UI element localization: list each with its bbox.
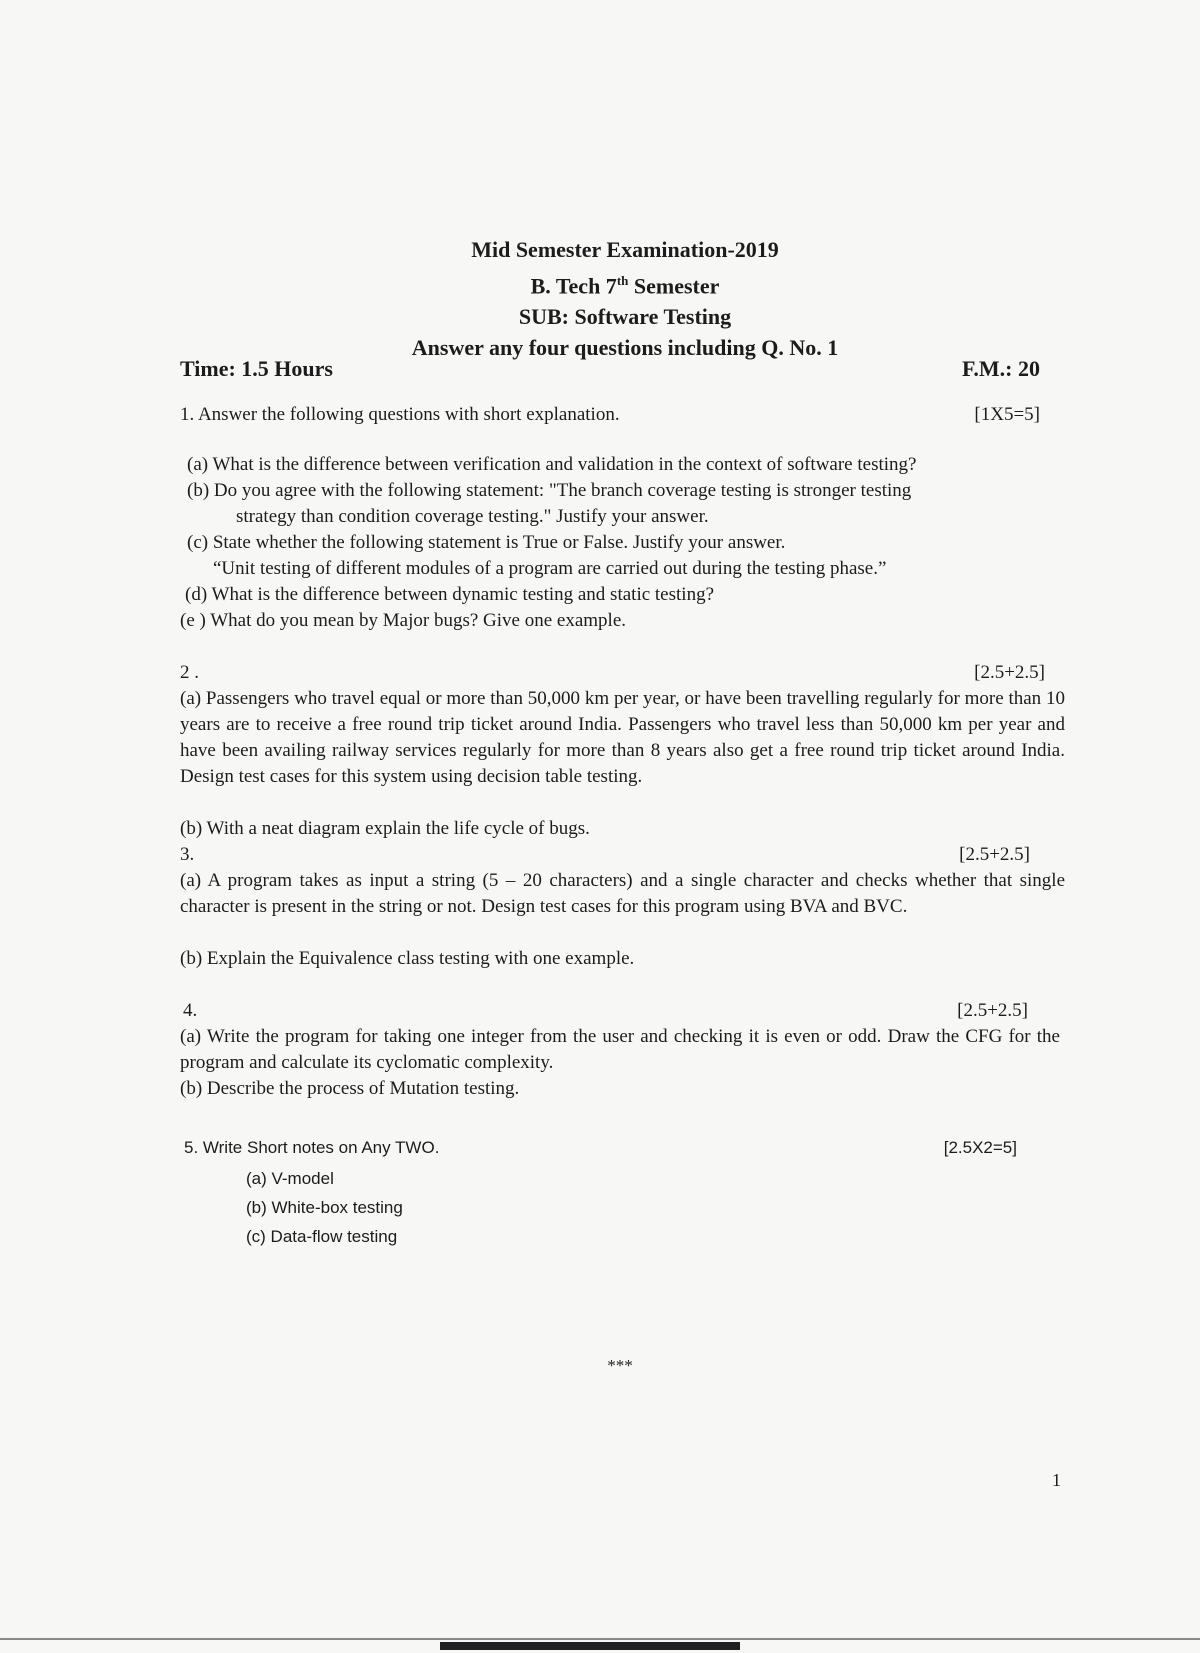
question-4-number: 4. [183, 1000, 198, 1021]
question-5c: (c) Data-flow testing [246, 1227, 398, 1246]
question-3-row [180, 842, 1030, 868]
question-1c-quote: “Unit testing of different modules of a program are carried out during the testing phase.” [213, 558, 887, 579]
question-2-row [180, 660, 1045, 686]
question-1a: (a) What is the difference between verification and validation in the context of software testing? [187, 454, 917, 475]
question-1c: (c) State whether the following statement is True or False. Justify your answer. [187, 532, 786, 553]
question-2-number: 2 . [180, 662, 199, 683]
end-mark: *** [607, 1356, 633, 1375]
course-line [0, 265, 1200, 301]
question-1b: (b) Do you agree with the following statement: "The branch coverage testing is stronger testing [187, 480, 912, 501]
question-5a: (a) V-model [246, 1169, 334, 1188]
question-4a: (a) Write the program for taking one integer from the user and checking it is even or odd. Draw the CFG for the program and calculate its cyclomatic complexity. [180, 1026, 1060, 1073]
time-label: Time: 1.5 Hours [180, 356, 333, 381]
scan-bottom-bar [440, 1642, 740, 1650]
question-5-text: 5. Write Short notes on Any TWO. [184, 1138, 440, 1157]
scan-bottom-edge [0, 1638, 1200, 1640]
time-marks-row [180, 356, 1040, 382]
question-5-marks: [2.5X2=5] [943, 1138, 1017, 1157]
question-3a: (a) A program takes as input a string (5 – 20 characters) and a single character and checks whether that single character is present in the string or not. Design test cases for this program using BVA and BVC. [180, 870, 1065, 917]
question-4b: (b) Describe the process of Mutation testing. [180, 1078, 520, 1099]
exam-title: Mid Semester Examination-2019 [471, 237, 779, 262]
question-5b: (b) White-box testing [246, 1198, 403, 1217]
question-1-row [180, 404, 1040, 426]
question-3-number: 3. [180, 844, 195, 865]
question-1-marks: [1X5=5] [974, 404, 1040, 425]
instruction-line: Answer any four questions including Q. No. 1 [411, 335, 839, 361]
question-4-row [183, 998, 1028, 1024]
subject-line: SUB: Software Testing [518, 304, 732, 330]
question-1-text: 1. Answer the following questions with short explanation. [180, 404, 620, 425]
full-marks-label: F.M.: 20 [961, 356, 1040, 381]
question-5-row [184, 1138, 1017, 1158]
question-3-marks: [2.5+2.5] [959, 844, 1030, 865]
question-2b: (b) With a neat diagram explain the life cycle of bugs. [180, 818, 590, 839]
question-2-marks: [2.5+2.5] [974, 662, 1045, 683]
question-1d: (d) What is the difference between dynamic testing and static testing? [185, 584, 715, 605]
question-1b-cont: strategy than condition coverage testing." Justify your answer. [236, 506, 709, 527]
question-3b: (b) Explain the Equivalence class testing with one example. [180, 948, 635, 969]
exam-header [0, 234, 1200, 363]
page-number: 1 [1052, 1470, 1061, 1490]
question-1e: (e ) What do you mean by Major bugs? Give one example. [180, 610, 627, 631]
semester-word: Semester [628, 273, 720, 299]
question-4-marks: [2.5+2.5] [957, 1000, 1028, 1021]
course-name: B. Tech 7 [530, 273, 617, 299]
question-2a: (a) Passengers who travel equal or more than 50,000 km per year, or have been travelling regularly for more than 10 years are to receive a free round trip ticket around India. Passengers who travel less than 50,000 km per year and have been availing railway services regularly for more than 8 years also get a free round trip ticket around India. Design test cases for this system using decision table testing. [180, 688, 1065, 787]
semester-suffix: th [616, 273, 629, 288]
